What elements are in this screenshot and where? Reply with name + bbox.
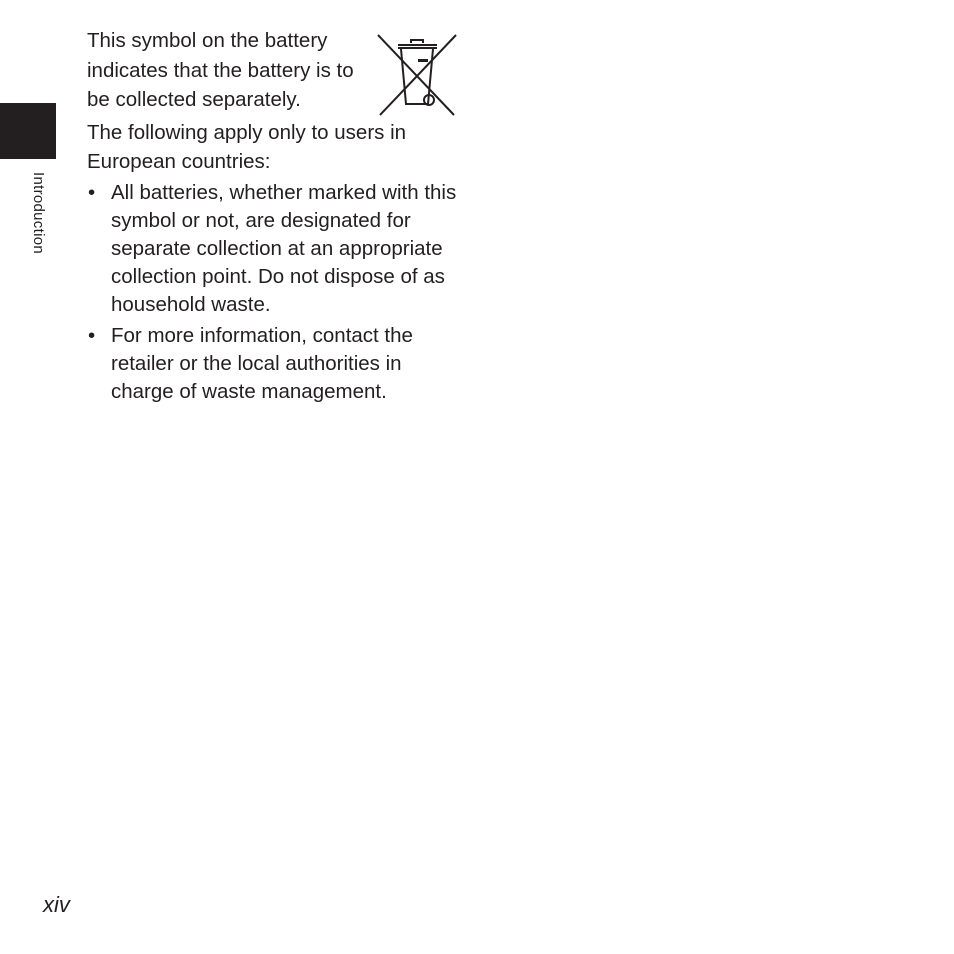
symbol-description: This symbol on the battery indicates that the battery is to be collected separately.	[87, 29, 354, 111]
section-tab-marker	[0, 103, 56, 159]
disposal-instructions-list	[87, 179, 467, 406]
battery-disposal-notice	[87, 26, 467, 409]
bullet-marker: •	[88, 180, 96, 204]
list-item-text: All batteries, whether marked with this symbol or not, are designated for separate collection at an appropriate collection point. Do not dispose of as household waste.	[111, 180, 457, 316]
list-item	[87, 179, 467, 319]
bullet-marker: •	[88, 323, 96, 347]
section-label: Introduction	[30, 172, 47, 254]
page-number: xiv	[43, 892, 70, 917]
list-item	[87, 322, 467, 406]
applicability-statement: The following apply only to users in European countries:	[87, 120, 407, 173]
list-item-text: For more information, contact the retailer or the local authorities in charge of waste management.	[111, 323, 413, 403]
